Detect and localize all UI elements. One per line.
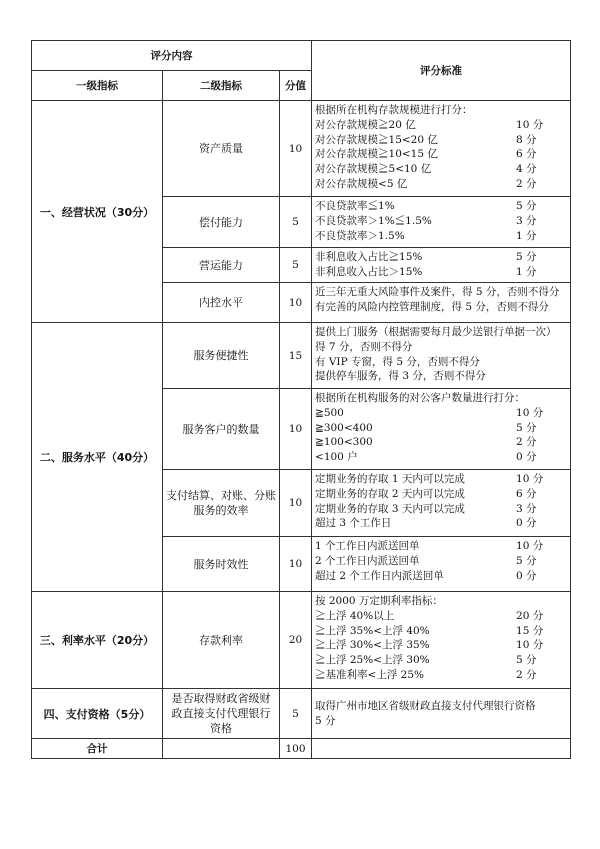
item-name: 服务时效性 xyxy=(163,537,280,592)
criterion-score: 3 分 xyxy=(516,502,537,515)
item-name: 服务客户的数量 xyxy=(163,389,280,470)
item-standard xyxy=(312,197,571,248)
criterion-score: 1 分 xyxy=(516,229,537,242)
item-standard xyxy=(312,101,571,197)
criterion-text: 1 个工作日内派送回单 xyxy=(315,540,420,552)
item-name-multiline xyxy=(163,470,280,537)
criterion-score: 2 分 xyxy=(516,436,537,449)
standard-line xyxy=(315,450,568,465)
total-empty xyxy=(163,739,280,759)
item-name-multiline xyxy=(163,689,280,739)
item-standard xyxy=(312,689,571,739)
criterion-text: ≧上浮 35%<上浮 40% xyxy=(315,624,430,637)
item-name-line: 服务的效率 xyxy=(193,504,249,517)
criterion-score: 20 分 xyxy=(516,609,544,622)
standard-text: 有完善的风险内控管理制度，得 5 分，否则不得分 xyxy=(315,300,549,313)
criterion-text: 不良贷款率＞1.5% xyxy=(315,229,405,242)
criterion-text: 超过 3 个工作日 xyxy=(315,517,392,530)
item-standard xyxy=(312,248,571,283)
item-points: 10 xyxy=(280,283,312,323)
table-row xyxy=(32,101,571,197)
criterion-text: ≧上浮 40%以上 xyxy=(315,609,395,622)
standard-line xyxy=(315,177,568,192)
total-points: 100 xyxy=(280,739,312,759)
item-points: 5 xyxy=(280,689,312,739)
standard-line xyxy=(315,229,568,244)
criterion-score: 2 分 xyxy=(516,177,537,190)
total-row xyxy=(32,739,571,759)
criterion-score: 2 分 xyxy=(516,668,537,681)
standard-line xyxy=(315,653,568,668)
criterion-text: ≧上浮 30%<上浮 35% xyxy=(315,639,430,652)
criterion-text: ≧500 xyxy=(315,406,344,419)
criterion-score: 6 分 xyxy=(516,148,537,161)
standard-line xyxy=(315,199,568,214)
item-name-line: 是否取得财政省级财 xyxy=(171,692,271,705)
criterion-score: 5 分 xyxy=(516,554,537,567)
criterion-text: 对公存款规模≧20 亿 xyxy=(315,118,416,131)
total-standard-empty xyxy=(312,739,571,759)
item-name: 存款利率 xyxy=(163,592,280,689)
item-points: 15 xyxy=(280,323,312,389)
category-cell: 三、利率水平（20分） xyxy=(32,592,163,689)
header-content: 评分内容 xyxy=(32,41,312,71)
standard-intro: 根据所在机构服务的对公客户数量进行打分： xyxy=(315,392,526,404)
criterion-score: 1 分 xyxy=(516,265,537,278)
criterion-text: 对公存款规模≧15<20 亿 xyxy=(315,133,438,146)
item-standard xyxy=(312,283,571,323)
item-points: 10 xyxy=(280,470,312,537)
standard-line xyxy=(315,133,568,148)
criterion-score: 10 分 xyxy=(516,540,544,552)
criterion-text: 不良贷款率≦1% xyxy=(315,200,395,212)
header-standard: 评分标准 xyxy=(312,41,571,101)
standard-line xyxy=(315,539,568,554)
standard-line xyxy=(315,472,568,487)
criterion-score: 3 分 xyxy=(516,214,537,227)
standard-line xyxy=(315,147,568,162)
standard-text: 取得广州市地区省级财政直接支付代理银行资格 xyxy=(315,699,536,712)
category-cell: 一、经营状况（30分） xyxy=(32,101,163,323)
item-points: 10 xyxy=(280,101,312,197)
item-standard xyxy=(312,470,571,537)
criterion-text: 不良贷款率＞1%≦1.5% xyxy=(315,214,432,227)
criterion-text: 非利息收入占比＞15% xyxy=(315,265,423,278)
standard-text: 5 分 xyxy=(315,714,336,727)
item-name-line: 支付结算、对账、分账 xyxy=(166,489,276,502)
item-name: 资产质量 xyxy=(163,101,280,197)
standard-line xyxy=(315,250,568,265)
table-row xyxy=(32,323,571,389)
item-points: 5 xyxy=(280,248,312,283)
standard-intro: 按 2000 万定期利率指标： xyxy=(315,595,443,607)
criterion-score: 0 分 xyxy=(516,569,537,582)
table-row xyxy=(32,592,571,689)
standard-line xyxy=(315,435,568,450)
criterion-text: 超过 2 个工作日内派送回单 xyxy=(315,569,444,582)
criterion-text: 定期业务的存取 3 天内可以完成 xyxy=(315,502,465,515)
criterion-score: 15 分 xyxy=(516,624,544,637)
criterion-text: ≧100<300 xyxy=(315,436,373,449)
criterion-score: 10 分 xyxy=(516,406,544,419)
item-standard xyxy=(312,537,571,592)
standard-text: 有 VIP 专窗，得 5 分，否则不得分 xyxy=(315,355,480,368)
item-name: 内控水平 xyxy=(163,283,280,323)
item-standard xyxy=(312,389,571,470)
standard-line xyxy=(315,554,568,569)
criterion-score: 8 分 xyxy=(516,133,537,146)
criterion-text: ≧基准利率<上浮 25% xyxy=(315,668,424,681)
item-name: 营运能力 xyxy=(163,248,280,283)
criterion-score: 10 分 xyxy=(516,118,544,131)
criterion-score: 5 分 xyxy=(516,654,537,667)
standard-line xyxy=(315,569,568,584)
criterion-text: ≧上浮 25%<上浮 30% xyxy=(315,654,430,667)
criterion-score: 10 分 xyxy=(516,473,544,485)
table-row xyxy=(32,689,571,739)
criterion-score: 4 分 xyxy=(516,163,537,176)
standard-line xyxy=(315,118,568,133)
criterion-text: 对公存款规模<5 亿 xyxy=(315,177,408,190)
standard-text: 提供停车服务，得 3 分，否则不得分 xyxy=(315,370,486,383)
criterion-text: <100 户 xyxy=(315,451,358,464)
criterion-text: 2 个工作日内派送回单 xyxy=(315,554,420,567)
category-cell: 四、支付资格（5分） xyxy=(32,689,163,739)
category-cell: 二、服务水平（40分） xyxy=(32,323,163,592)
standard-text: 提供上门服务（根据需要每月最少送银行单据一次） xyxy=(315,326,557,338)
criterion-text: 对公存款规模≧10<15 亿 xyxy=(315,148,438,161)
standard-line xyxy=(315,162,568,177)
item-points: 10 xyxy=(280,389,312,470)
criterion-text: ≧300<400 xyxy=(315,421,373,434)
criterion-text: 对公存款规模≧5<10 亿 xyxy=(315,163,432,176)
criterion-score: 0 分 xyxy=(516,451,537,464)
standard-intro: 根据所在机构存款规模进行打分： xyxy=(315,104,473,116)
standard-text: 近三年无重大风险事件及案件，得 5 分，否则不得分 xyxy=(315,286,560,298)
standard-line xyxy=(315,421,568,436)
criterion-text: 非利息收入占比≧15% xyxy=(315,251,423,263)
criterion-score: 5 分 xyxy=(516,421,537,434)
criterion-score: 10 分 xyxy=(516,639,544,652)
scoring-table xyxy=(31,40,571,759)
criterion-score: 0 分 xyxy=(516,517,537,530)
standard-line xyxy=(315,609,568,624)
header-level2: 二级指标 xyxy=(163,71,280,101)
item-points: 10 xyxy=(280,537,312,592)
criterion-score: 5 分 xyxy=(516,251,537,263)
standard-line xyxy=(315,638,568,653)
standard-line xyxy=(315,624,568,639)
standard-line xyxy=(315,668,568,683)
total-label: 合计 xyxy=(32,739,163,759)
criterion-score: 5 分 xyxy=(516,200,537,212)
header-points: 分值 xyxy=(280,71,312,101)
standard-line xyxy=(315,487,568,502)
item-standard xyxy=(312,592,571,689)
header-row-1 xyxy=(32,41,571,71)
standard-line xyxy=(315,516,568,531)
standard-text: 得 7 分，否则不得分 xyxy=(315,340,413,353)
item-points: 5 xyxy=(280,197,312,248)
item-standard xyxy=(312,323,571,389)
item-name-line: 资格 xyxy=(210,722,232,735)
standard-line xyxy=(315,214,568,229)
criterion-text: 定期业务的存取 2 天内可以完成 xyxy=(315,487,465,500)
criterion-score: 6 分 xyxy=(516,487,537,500)
item-points: 20 xyxy=(280,592,312,689)
criterion-text: 定期业务的存取 1 天内可以完成 xyxy=(315,473,465,485)
header-level1: 一级指标 xyxy=(32,71,163,101)
standard-line xyxy=(315,265,568,280)
standard-line xyxy=(315,406,568,421)
item-name: 偿付能力 xyxy=(163,197,280,248)
standard-line xyxy=(315,502,568,517)
item-name: 服务便捷性 xyxy=(163,323,280,389)
item-name-line: 政直接支付代理银行 xyxy=(171,707,271,720)
